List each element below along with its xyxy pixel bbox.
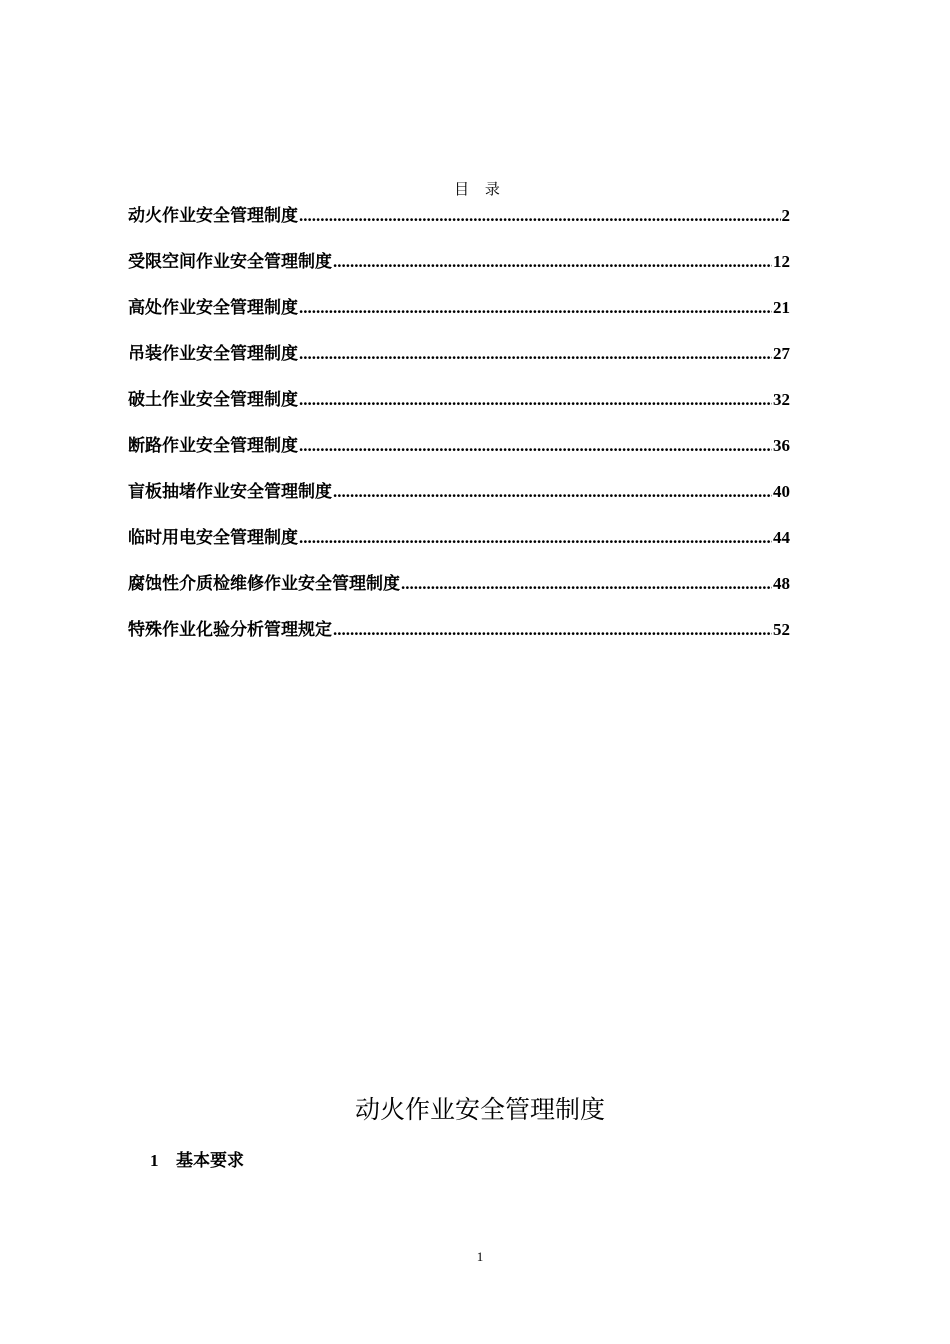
toc-entry-title: 破土作业安全管理制度 (128, 390, 298, 409)
toc-entry[interactable] (128, 526, 790, 550)
toc-dot-leader (299, 526, 772, 550)
toc-entry-page: 32 (773, 390, 790, 409)
toc-entry-title: 受限空间作业安全管理制度 (128, 252, 332, 271)
toc-dot-leader (333, 480, 772, 504)
toc-entry[interactable] (128, 342, 790, 366)
toc-entry-page: 44 (773, 528, 790, 547)
toc-dot-leader (299, 342, 772, 366)
toc-entry-title: 盲板抽堵作业安全管理制度 (128, 482, 332, 501)
toc-entry[interactable] (128, 296, 790, 320)
toc-entry[interactable] (128, 250, 790, 274)
toc-entry-page: 27 (773, 344, 790, 363)
toc-entry-title: 吊装作业安全管理制度 (128, 344, 298, 363)
toc-entry-page: 36 (773, 436, 790, 455)
page-number: 1 (476, 1249, 484, 1264)
toc-heading: 目 录 (454, 182, 506, 198)
toc-entry-page: 12 (773, 252, 790, 271)
toc-entry[interactable] (128, 204, 790, 228)
toc-entry-page: 48 (773, 574, 790, 593)
toc-dot-leader (299, 296, 772, 320)
toc-dot-leader (333, 618, 772, 642)
toc-entry[interactable] (128, 434, 790, 458)
toc-entry-title: 腐蚀性介质检维修作业安全管理制度 (128, 574, 400, 593)
toc-entry-page: 2 (781, 206, 790, 225)
toc-entry-page: 52 (773, 620, 790, 639)
toc-entry-page: 40 (773, 482, 790, 501)
document-title: 动火作业安全管理制度 (354, 1097, 605, 1124)
toc-entry[interactable] (128, 618, 790, 642)
section-heading (150, 1149, 244, 1173)
toc-dot-leader (299, 434, 772, 458)
toc-entry-title: 特殊作业化验分析管理规定 (128, 620, 332, 639)
toc-entry-title: 临时用电安全管理制度 (128, 528, 298, 547)
toc-entry-page: 21 (773, 298, 790, 317)
section-number: 1 (150, 1151, 159, 1170)
toc-dot-leader (401, 572, 772, 596)
toc-dot-leader (299, 388, 772, 412)
toc-entry[interactable] (128, 480, 790, 504)
toc-entry-title: 高处作业安全管理制度 (128, 298, 298, 317)
toc-entry-title: 断路作业安全管理制度 (128, 436, 298, 455)
toc-dot-leader (333, 250, 772, 274)
toc-dot-leader (299, 204, 781, 228)
toc-entry[interactable] (128, 572, 790, 596)
toc-entry-title: 动火作业安全管理制度 (128, 206, 298, 225)
toc-list (128, 204, 790, 664)
toc-entry[interactable] (128, 388, 790, 412)
section-title: 基本要求 (176, 1151, 244, 1170)
